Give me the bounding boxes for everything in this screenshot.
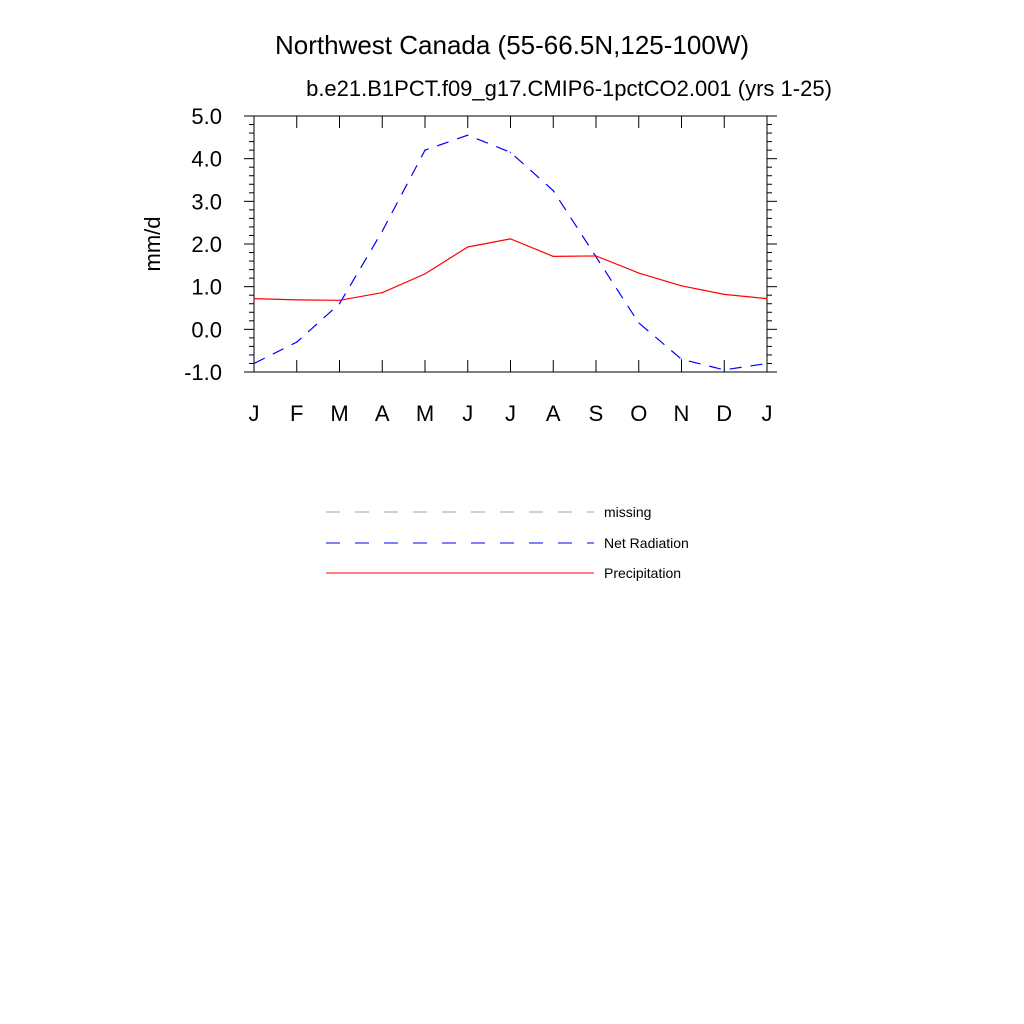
x-tick-label: J: [462, 401, 474, 426]
legend-label: Precipitation: [604, 565, 682, 581]
y-tick-label: 1.0: [191, 274, 222, 300]
data-point-precipitation: [510, 238, 511, 239]
y-tick-label: 0.0: [191, 317, 222, 343]
x-tick-label: A: [545, 401, 561, 426]
data-point-precipitation: [424, 273, 425, 274]
x-tick-label: M: [330, 401, 349, 426]
data-point-net-radiation: [339, 303, 340, 304]
x-tick-label: A: [374, 401, 390, 426]
plot-frame: [254, 116, 767, 372]
legend: [326, 504, 689, 581]
data-point-precipitation: [553, 256, 554, 257]
x-tick-label: N: [673, 401, 690, 426]
data-point-net-radiation: [296, 342, 297, 343]
data-point-precipitation: [382, 292, 383, 293]
data-point-net-radiation: [553, 190, 554, 191]
data-point-precipitation: [595, 255, 596, 256]
series-line-precipitation: [254, 239, 767, 300]
x-tick-label: J: [761, 401, 773, 426]
x-tick-label: D: [716, 401, 733, 426]
x-tick-label: J: [248, 401, 260, 426]
x-tick-label: J: [505, 401, 516, 426]
data-point-net-radiation: [253, 363, 254, 364]
data-point-net-radiation: [467, 135, 468, 136]
legend-label: Net Radiation: [604, 535, 689, 551]
data-point-precipitation: [724, 294, 725, 295]
data-point-net-radiation: [724, 369, 725, 370]
data-point-net-radiation: [510, 152, 511, 153]
y-tick-label: 2.0: [191, 232, 222, 257]
plot-area: [184, 104, 777, 426]
y-axis-label: mm/d: [140, 216, 165, 272]
legend-label: missing: [604, 504, 652, 520]
series-line-net-radiation: [254, 135, 767, 370]
x-tick-label: S: [588, 401, 604, 426]
data-point-net-radiation: [681, 359, 682, 360]
data-point-net-radiation: [638, 322, 639, 323]
data-point-precipitation: [638, 272, 639, 273]
y-tick-label: 3.0: [191, 189, 222, 215]
x-tick-label: O: [630, 401, 648, 426]
x-tick-label: F: [290, 401, 304, 426]
y-tick-label: 5.0: [191, 104, 222, 129]
chart-title: Northwest Canada (55-66.5N,125-100W): [274, 30, 750, 60]
data-point-net-radiation: [424, 150, 425, 151]
data-point-precipitation: [681, 285, 682, 286]
data-point-precipitation: [467, 246, 468, 247]
x-tick-label: M: [415, 401, 435, 426]
y-tick-label: -1.0: [184, 360, 222, 385]
data-point-precipitation: [296, 299, 297, 300]
data-point-precipitation: [339, 300, 340, 301]
y-tick-label: 4.0: [191, 146, 222, 172]
data-point-net-radiation: [766, 363, 767, 364]
data-point-precipitation: [766, 298, 767, 299]
data-point-precipitation: [253, 298, 254, 299]
chart-subtitle: b.e21.B1PCT.f09_g17.CMIP6-1pctCO2.001 (yrs 1-25): [306, 76, 832, 101]
data-point-net-radiation: [382, 231, 383, 232]
